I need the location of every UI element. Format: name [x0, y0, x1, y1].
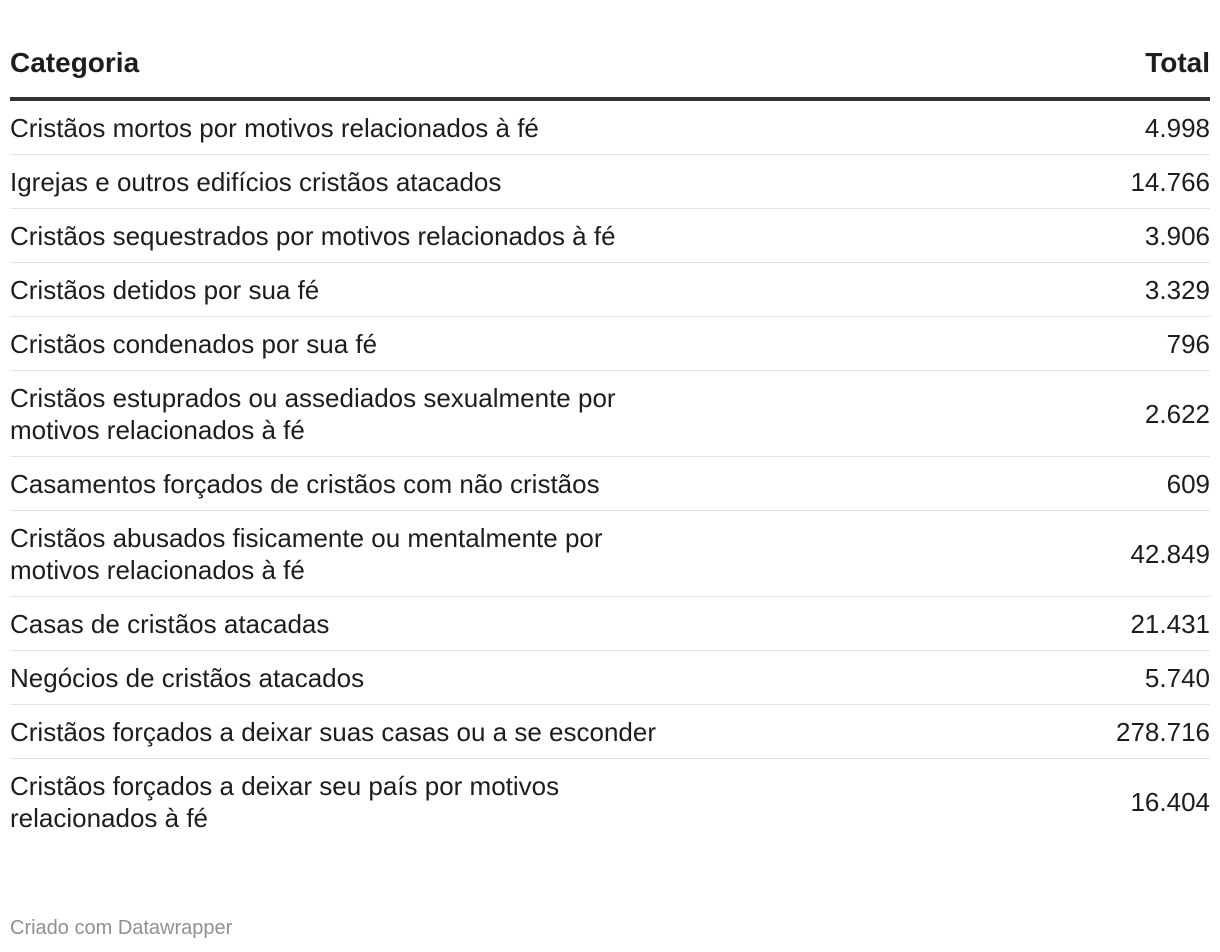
table-body: [10, 99, 1210, 844]
table-row: [10, 209, 1210, 263]
table-row: [10, 597, 1210, 651]
cell-total: 5.740: [680, 651, 1210, 705]
table-row: [10, 759, 1210, 845]
cell-total: 21.431: [680, 597, 1210, 651]
table-header-row: [10, 36, 1210, 99]
table-row: [10, 511, 1210, 597]
cell-category: Cristãos abusados fisicamente ou mentalmente por motivos relacionados à fé: [10, 511, 680, 597]
footer-credit: Criado com Datawrapper: [10, 917, 233, 939]
cell-total: 2.622: [680, 371, 1210, 457]
cell-category: Negócios de cristãos atacados: [10, 651, 680, 705]
table-row: [10, 99, 1210, 155]
cell-total: 609: [680, 457, 1210, 511]
cell-total: 4.998: [680, 99, 1210, 155]
table-row: [10, 317, 1210, 371]
cell-category: Casamentos forçados de cristãos com não cristãos: [10, 457, 680, 511]
cell-total: 796: [680, 317, 1210, 371]
table-row: [10, 263, 1210, 317]
table-row: [10, 371, 1210, 457]
data-table: [10, 36, 1210, 844]
cell-total: 3.329: [680, 263, 1210, 317]
cell-category: Casas de cristãos atacadas: [10, 597, 680, 651]
cell-category: Cristãos forçados a deixar seu país por motivos relacionados à fé: [10, 771, 560, 833]
table-row: [10, 705, 1210, 759]
table-row: [10, 651, 1210, 705]
table-row: [10, 155, 1210, 209]
data-table-container: [10, 36, 1210, 844]
cell-total: 14.766: [680, 155, 1210, 209]
cell-total: 3.906: [680, 209, 1210, 263]
column-header-categoria[interactable]: Categoria: [10, 36, 680, 99]
cell-category: Cristãos condenados por sua fé: [10, 317, 680, 371]
column-header-total[interactable]: Total: [680, 36, 1210, 99]
cell-total: 16.404: [1130, 787, 1210, 817]
cell-total: 278.716: [680, 705, 1210, 759]
cell-total: 42.849: [680, 511, 1210, 597]
cell-category: Cristãos mortos por motivos relacionados à fé: [10, 99, 680, 155]
cell-category: Cristãos estuprados ou assediados sexualmente por motivos relacionados à fé: [10, 371, 680, 457]
cell-category: Cristãos detidos por sua fé: [10, 263, 680, 317]
cell-category: Cristãos forçados a deixar suas casas ou a se esconder: [10, 705, 680, 759]
table-row: [10, 457, 1210, 511]
cell-category: Cristãos sequestrados por motivos relacionados à fé: [10, 209, 680, 263]
cell-category: Igrejas e outros edifícios cristãos atacados: [10, 155, 680, 209]
